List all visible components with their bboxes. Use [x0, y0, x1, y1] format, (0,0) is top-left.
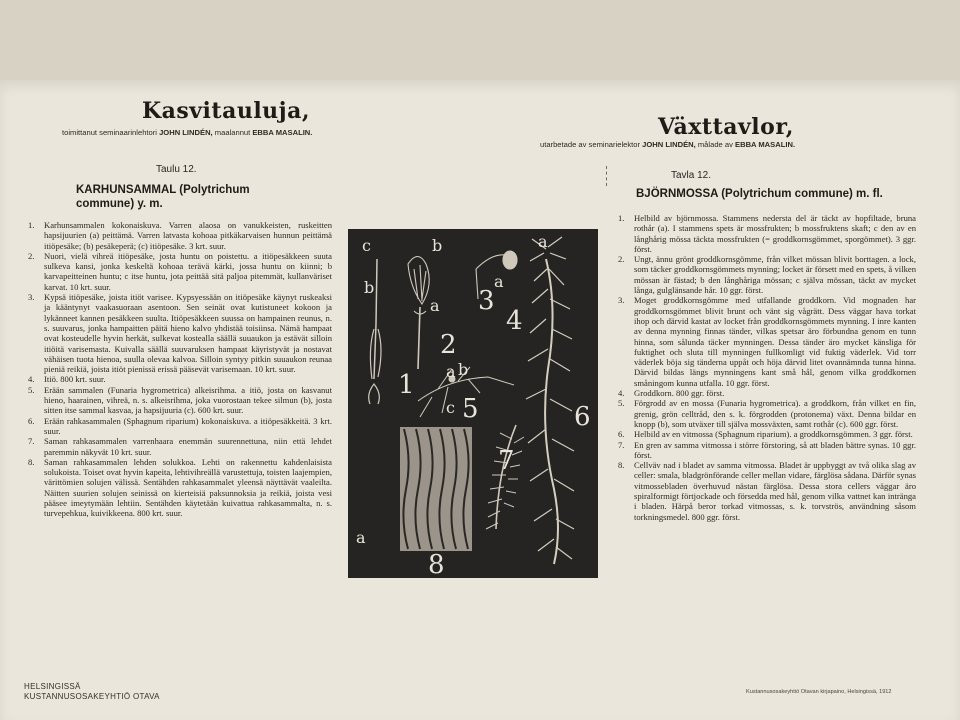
item-number: 8. — [618, 460, 625, 471]
item-text: Helbild av björnmossa. Stammens nedersta del är täckt av hopfiltade, bruna rothår (a). I stammens spets är mossfrukten; b mossfruktens skaft; c den av en långhårig mössa täckta mossfrukten (= groddkornsgömmet, sporgömmet). 3 ggr. först. — [634, 213, 916, 254]
left-item — [24, 457, 332, 519]
plate-label: 1 — [398, 370, 415, 400]
left-subtitle — [62, 128, 312, 137]
left-plate-name-line1: KARHUNSAMMAL (Polytrichum — [76, 184, 250, 196]
plate-drawing — [348, 229, 598, 578]
right-subtitle-mid: målade av — [695, 140, 736, 149]
item-number: 3. — [618, 295, 625, 306]
item-text: Saman rahkasammalen lehden solukkoa. Lehti on rakennettu kahdenlaisista solukoista. Toiset ovat hyvin kapeita, lehtivihreällä varustettuja, toisten laajempien, värittömien solujen välissä. Sentähden rahkasammalet yleensä näyttävät vaaleilta. Näitten suurien solujen seinissä on kierteisiä paksunnoksia ja reikiä, joista vesi pääsee imeytymään lehtiin. Sentähden käytetään kuivattua rahkasammalta, n. s. turvepehkua, kuivikkeena. 800 krt. suur. — [44, 456, 332, 519]
item-number: 7. — [618, 439, 625, 450]
item-number: 7. — [28, 436, 35, 447]
left-plate-name-line2: commune) y. m. — [76, 198, 163, 210]
item-number: 6. — [618, 429, 625, 440]
plate-label: 4 — [506, 306, 523, 336]
item-number: 6. — [28, 415, 35, 426]
left-subtitle-mid: maalannut — [212, 128, 253, 137]
item-text: Itiö. 800 krt. suur. — [44, 374, 106, 385]
left-item — [24, 385, 332, 416]
right-item — [614, 254, 916, 295]
divider-mark — [606, 166, 607, 186]
plate-label: a — [430, 296, 440, 315]
right-item — [614, 295, 916, 388]
item-text: Groddkorn. 800 ggr. först. — [634, 388, 725, 399]
plate-label: b — [364, 278, 375, 297]
left-item — [24, 436, 332, 457]
footer-publisher: KUSTANNUSOSAKEYHTIÖ OTAVA — [24, 692, 160, 701]
item-number: 1. — [28, 220, 35, 230]
item-text: Erään sammalen (Funaria hygrometrica) alkeisrihma. a itiö, josta on kasvanut hieno, haarainen, vihreä, n. s. alkeisrihma, joka vuorostaan tekee silmun (b), josta sitten itse sammal kasvaa, ja hapsijuuria (c). 600 krt. suur. — [44, 384, 332, 416]
item-number: 5. — [28, 384, 35, 395]
item-text: Cellväv nad i bladet av samma vitmossa. Bladet är uppbyggt av två olika slag av celler: smala, bladgrönförande celler mellan vidare, färglösa sådana. Därför synas vitmossebladen överhuvud nästan färglösa. Dessa stora cellers väggar äro spiralformigt förtjockade och försedda med hål, genom vilka vattnet kan intränga i bladen. Härpå beror torkad vitmossas, s. k. torvströs, användning såsom torkningsmedel. 800 ggr. först. — [634, 460, 916, 522]
item-number: 2. — [618, 254, 625, 265]
left-item — [24, 251, 332, 292]
item-text: Saman rahkasammalen varrenhaara enemmän suurennettuna, niin että lehdet paremmin näkyvät 10 krt. suur. — [44, 436, 332, 457]
left-title: Kasvitauluja, — [142, 98, 311, 124]
plate-label: 5 — [462, 394, 479, 424]
plate-label: a — [494, 272, 504, 291]
right-subtitle — [540, 140, 795, 149]
plate-label: 2 — [440, 330, 457, 360]
plate-label: a — [538, 232, 548, 251]
plate-label: 6 — [574, 402, 591, 432]
figure-6-sphagnum — [526, 237, 574, 564]
plate-label: a — [446, 362, 456, 381]
item-text: Karhunsammalen kokonaiskuva. Varren alaosa on vanukkeisten, ruskeitten hapsijuurien (a) peittämä. Varren latvasta kohoaa pitkäkarvaisen hunnun peittämä itiöpesäke; (b) pesäkeperä; (c) itiöpesäke. 3 krt. suur. — [44, 220, 332, 251]
item-number: 4. — [618, 388, 625, 399]
item-number: 4. — [28, 374, 35, 385]
right-editor: JOHN LINDÉN, — [642, 140, 696, 149]
right-item-list — [614, 213, 916, 522]
right-subtitle-pre: utarbetade av seminarielektor — [540, 140, 643, 149]
right-item — [614, 213, 916, 254]
left-item-list — [24, 220, 332, 519]
left-item — [24, 292, 332, 374]
publisher-footer — [24, 682, 160, 702]
right-item — [614, 440, 916, 461]
right-title: Växttavlor, — [658, 114, 794, 140]
left-plate-number: Taulu 12. — [156, 164, 197, 175]
right-plate-number: Tavla 12. — [671, 170, 712, 181]
printer-footer: Kustannusosakeyhtiö Otavan kirjapaino, Helsingissä, 1912 — [746, 689, 892, 695]
item-text: En gren av samma vitmossa i större förstoring, så att bladen bättre synas. 10 ggr. först. — [634, 439, 916, 460]
illustration-plate — [348, 229, 598, 578]
left-editor: JOHN LINDÉN, — [159, 128, 213, 137]
item-text: Erään rahkasammalen (Sphagnum riparium) kokonaiskuva. a itiöpesäkkeitä. 3 krt. suur. — [44, 415, 332, 436]
right-item — [614, 388, 916, 398]
figure-7-branch — [486, 425, 524, 529]
plate-label: c — [362, 236, 371, 255]
item-text: Moget groddkornsgömme med utfallande groddkorn. Vid mognaden har groddkornsgömmet blivit brunt och vänt sig vågrätt. Dess väggar hava torkat ihop och därvid kastat av locket från groddkornsgömmets mynning. I inre kanten av denna mynning finnas tänder, vilkas spetsar äro förbundna genom en tunn hinna, som sålunda täcker mynningen. Dessa tänder äro mycket känsliga för fuktighet och sluta till mynningen fullkomligt vid fuktig väderlek. Vid torr väderlek böja sig tänderna uppåt och höja därvid litet ovannämnda tunna hinna. Därvid bildas längs mynningens kant små hål, genom vilka groddkornen småningom kunna utfalla. 10 ggr. först. — [634, 295, 916, 388]
right-item — [614, 398, 916, 429]
item-text: Helbild av en vitmossa (Sphagnum riparium). a groddkornsgömmen. 3 ggr. först. — [634, 429, 913, 440]
left-subtitle-pre: toimittanut seminaarinlehtori — [62, 128, 160, 137]
right-item — [614, 460, 916, 522]
item-number: 8. — [28, 456, 35, 467]
plate-label: 3 — [478, 286, 495, 316]
plate-label: c — [446, 398, 455, 417]
left-item — [24, 220, 332, 251]
wall-background — [0, 0, 960, 80]
plate-label: a — [356, 528, 366, 547]
item-text: Kypsä itiöpesäke, joista itiöt varisee. Kypsyessään on itiöpesäke käynyt ruskeaksi ja kääntynyt vaakasuoraan asentoon. Sen seinät ovat kutistuneet kokoon ja lykänneet kannen pesäkkeen suulta. Itiöpesäkkeen suussa on hampainen reunus, n. s. suuvarus, jonka hampaitten päitä hieno kalvo yhdistää toisiinsa. Nämä hampaat ovat kosteudelle hyvin herkät, sulkevat kostealla säällä suuaukon ja estävät silloin itiöitä varisemasta. Kuivalla säällä suuvaruksen hampaat käyristyvät ja nostavat vähäisen tuota hienoa, suulla olevaa kalvoa. Silloin syntyy pitkin suuaukon reunaa pieniä reikiä, joista itiöt pienissä erissä pääsevät varisemaan. 10 krt. suur. — [44, 292, 332, 375]
left-painter: EBBA MASALIN. — [252, 128, 313, 137]
left-item — [24, 374, 332, 384]
item-text: Nuori, vielä vihreä itiöpesäke, josta huntu on poistettu. a itiöpesäkkeen suuta sulkeva kansi, jonka keskeltä kohoaa terävä kärki, jossa huntu on kiinni; b karvapeitteinen huntu; c itse huntu, jota peittää sitä paljoa pitemmät, kullanväriset karvat. 10 krt. suur. — [44, 250, 332, 292]
item-number: 1. — [618, 213, 625, 223]
item-number: 2. — [28, 250, 35, 261]
right-item — [614, 429, 916, 439]
figure-8-leaf-cells — [400, 427, 472, 551]
plate-label: b — [432, 236, 443, 255]
right-painter: EBBA MASALIN. — [735, 140, 796, 149]
plate-label: b — [458, 360, 469, 379]
right-plate-name: BJÖRNMOSSA (Polytrichum commune) m. fl. — [636, 188, 883, 200]
figure-2-capsule — [408, 257, 429, 370]
item-text: Förgrodd av en mossa (Funaria hygrometrica). a groddkorn, från vilket en fin, grenig, grön celltråd, den s. k. förgrodden (protonema) växt. Denna bildar en knopp (b), som utväxer till själva mossväxten, samt rothår (c). 600 ggr. först. — [634, 398, 916, 429]
item-number: 5. — [618, 398, 625, 409]
plate-label: 8 — [428, 550, 445, 578]
footer-city: HELSINGISSÄ — [24, 682, 81, 691]
item-text: Ungt, ännu grönt groddkornsgömme, från vilket mössan blivit borttagen. a lock, som täcker groddkornsgömmets mynning; locket är försett med en spets, å vilken mössan är fästad; b den långhåriga mössan; c själva mössan, täckt av mycket långa, gulglänsande hår. 10 ggr. först. — [634, 254, 916, 296]
plate-label: 7 — [498, 446, 515, 476]
item-number: 3. — [28, 292, 35, 303]
left-item — [24, 416, 332, 437]
